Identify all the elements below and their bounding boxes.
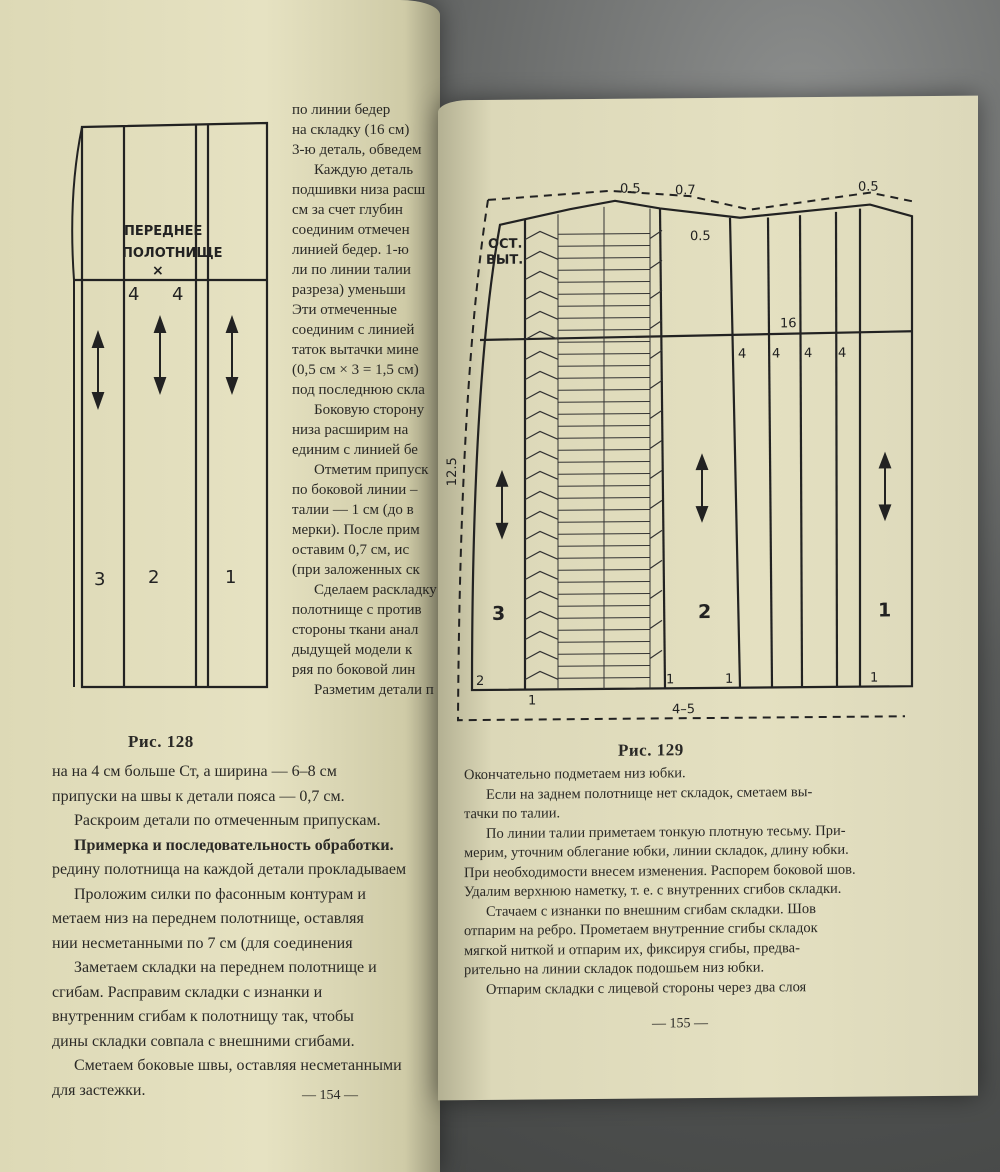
corner-2: 2: [476, 673, 485, 690]
text-line: Заметаем складки на переднем полотнище и: [74, 959, 377, 976]
pleat-4-b: 4: [772, 346, 781, 362]
text-line: полотнище с против: [292, 602, 422, 618]
text-line: По линии талии приметаем тонкую плотную тесьму. При-: [486, 822, 846, 842]
text-line: разреза) уменьши: [292, 282, 406, 298]
figure-128-pattern: [60, 115, 280, 695]
corner-1b: 1: [666, 672, 675, 688]
text-line: Удалим верхнюю наметку, т. е. с внутренних сгибов складки.: [464, 880, 842, 901]
panel-line-b: [660, 208, 665, 688]
text-line: сгибам. Расправим складки с изнанки и: [52, 983, 323, 1001]
part-1: 1: [878, 599, 892, 622]
text-line: на складку (16 см): [292, 122, 410, 138]
figure-129-caption: Рис. 129: [618, 740, 684, 760]
text-line: единим с линией бе: [292, 442, 418, 458]
dim-05-right: 0.5: [858, 179, 879, 195]
text-line: дыдущей модели к: [292, 642, 413, 658]
text-line: (0,5 см × 3 = 1,5 см): [292, 362, 419, 378]
dim-4-5: 4–5: [672, 702, 696, 718]
text-line: по боковой линии –: [292, 482, 418, 498]
text-line: мерим, уточним облегание юбки, линии складок, длину юбки.: [464, 841, 849, 862]
panel-outline: [82, 123, 267, 687]
hip-line: [480, 331, 912, 340]
text-line: 3-ю деталь, обведем: [292, 142, 422, 158]
label-front-1: ПЕРЕДНЕЕ: [124, 224, 203, 239]
part-2: 2: [148, 567, 160, 588]
section-heading: Примерка и последовательность обработки.: [74, 836, 394, 854]
text-line: Окончательно подметаем низ юбки.: [464, 765, 686, 784]
text-line: Отпарим складки с лицевой стороны через два слоя: [486, 978, 807, 998]
text-line: таток вытачки мине: [292, 342, 419, 358]
hatched-pleat-strip: [558, 207, 650, 690]
text-line: Отметим припуск: [314, 462, 429, 478]
part-3: 3: [94, 569, 106, 590]
text-line: Эти отмеченные: [292, 302, 397, 318]
text-line: Боковую сторону: [314, 402, 425, 418]
text-line: по линии бедер: [292, 102, 391, 118]
text-line: см за счет глубин: [292, 202, 403, 218]
text-line: линией бедер. 1-ю: [292, 242, 409, 258]
ost-label-2: ВЫТ.: [486, 252, 524, 268]
corner-1d: 1: [870, 670, 879, 686]
left-page: [0, 0, 440, 1172]
left-body-text: [52, 760, 440, 1103]
text-line: рительно на линии складок подошьем низ юбки.: [464, 959, 765, 979]
text-line: метаем низ на переднем полотнище, оставляя: [52, 910, 364, 927]
text-line: тачки по талии.: [464, 805, 561, 823]
pleat-4-d: 4: [838, 345, 847, 361]
text-line: припуски на швы к детали пояса — 0,7 см.: [52, 787, 345, 805]
dim-16: 16: [780, 316, 797, 332]
ost-label-1: ОСТ.: [488, 236, 523, 252]
text-line: низа расширим на: [292, 422, 409, 438]
part-2: 2: [698, 600, 712, 624]
text-line: стороны ткани анал: [292, 622, 419, 638]
corner-1a: 1: [528, 693, 537, 709]
page-number-155: — 155 —: [652, 1016, 708, 1032]
dim-05-mid: 0.5: [690, 228, 711, 245]
text-line: внутренним сгибам к полотнищу так, чтобы: [52, 1008, 354, 1025]
text-line: на на 4 см больше Ст, а ширина — 6–8 см: [52, 763, 337, 780]
right-page: [438, 96, 978, 1101]
num-4b: 4: [172, 284, 184, 305]
num-4a: 4: [128, 284, 140, 305]
page-number-154: — 154 —: [302, 1088, 358, 1103]
text-line: Раскроим детали по отмеченным припускам.: [74, 812, 381, 829]
text-line: для застежки.: [52, 1081, 146, 1099]
text-line: мягкой ниткой и отпарим их, фиксируя сгибы, предва-: [464, 939, 800, 959]
text-line: ли по линии талии: [292, 262, 411, 278]
right-body-text: [464, 762, 964, 1000]
part-3: 3: [492, 602, 506, 625]
text-line: Проложим силки по фасонным контурам и: [74, 885, 366, 903]
part-1: 1: [225, 567, 237, 588]
side-dim-12-5: 12.5: [445, 457, 460, 487]
pleat-4-c: 4: [804, 346, 813, 362]
text-line: подшивки низа расш: [292, 182, 426, 198]
figure-128-caption: Рис. 128: [128, 732, 194, 751]
text-line: дины складки совпала с внешними сгибами.: [52, 1032, 355, 1050]
text-line: Сделаем раскладку: [314, 582, 437, 598]
text-line: Разметим детали п: [314, 682, 434, 698]
dim-07: 0.7: [675, 183, 696, 199]
text-line: нии несметанными по 7 см (для соединения: [52, 934, 353, 952]
text-line: оставим 0,7 см, ис: [292, 542, 410, 558]
text-line: под последнюю скла: [292, 382, 425, 398]
text-line: ряя по боковой лин: [292, 662, 416, 678]
text-line: талии — 1 см (до в: [292, 502, 414, 518]
text-line: мерки). После прим: [292, 522, 420, 538]
text-line: соединим с линией: [292, 322, 415, 338]
text-line: Каждую деталь: [314, 162, 414, 178]
text-line: редину полотнища на каждой детали прокладываем: [52, 861, 407, 878]
corner-1c: 1: [725, 671, 734, 687]
text-line: Стачаем с изнанки по внешним сгибам складки. Шов: [486, 900, 816, 920]
left-column-text: [292, 100, 440, 700]
text-line: отпарим на ребро. Прометаем внутренние сгибы складок: [464, 920, 818, 940]
dim-05-top: 0.5: [620, 181, 641, 197]
text-line: (при заложенных ск: [292, 562, 420, 578]
figure-129-pattern: [445, 176, 960, 740]
cross-mark: ×: [152, 263, 164, 279]
text-line: Сметаем боковые швы, оставляя несметанными: [74, 1057, 402, 1074]
text-line: При необходимости внесем изменения. Распорем боковой шов.: [464, 861, 856, 881]
text-line: соединим отмечен: [292, 222, 410, 238]
chevron-strip: [525, 230, 662, 679]
text-line: Если на заднем полотнище нет складок, сметаем вы-: [486, 783, 813, 803]
pleat-4-a: 4: [738, 346, 747, 362]
panel-line-c: [730, 218, 740, 688]
label-front-2: ПОЛОТНИЩЕ: [122, 246, 223, 261]
